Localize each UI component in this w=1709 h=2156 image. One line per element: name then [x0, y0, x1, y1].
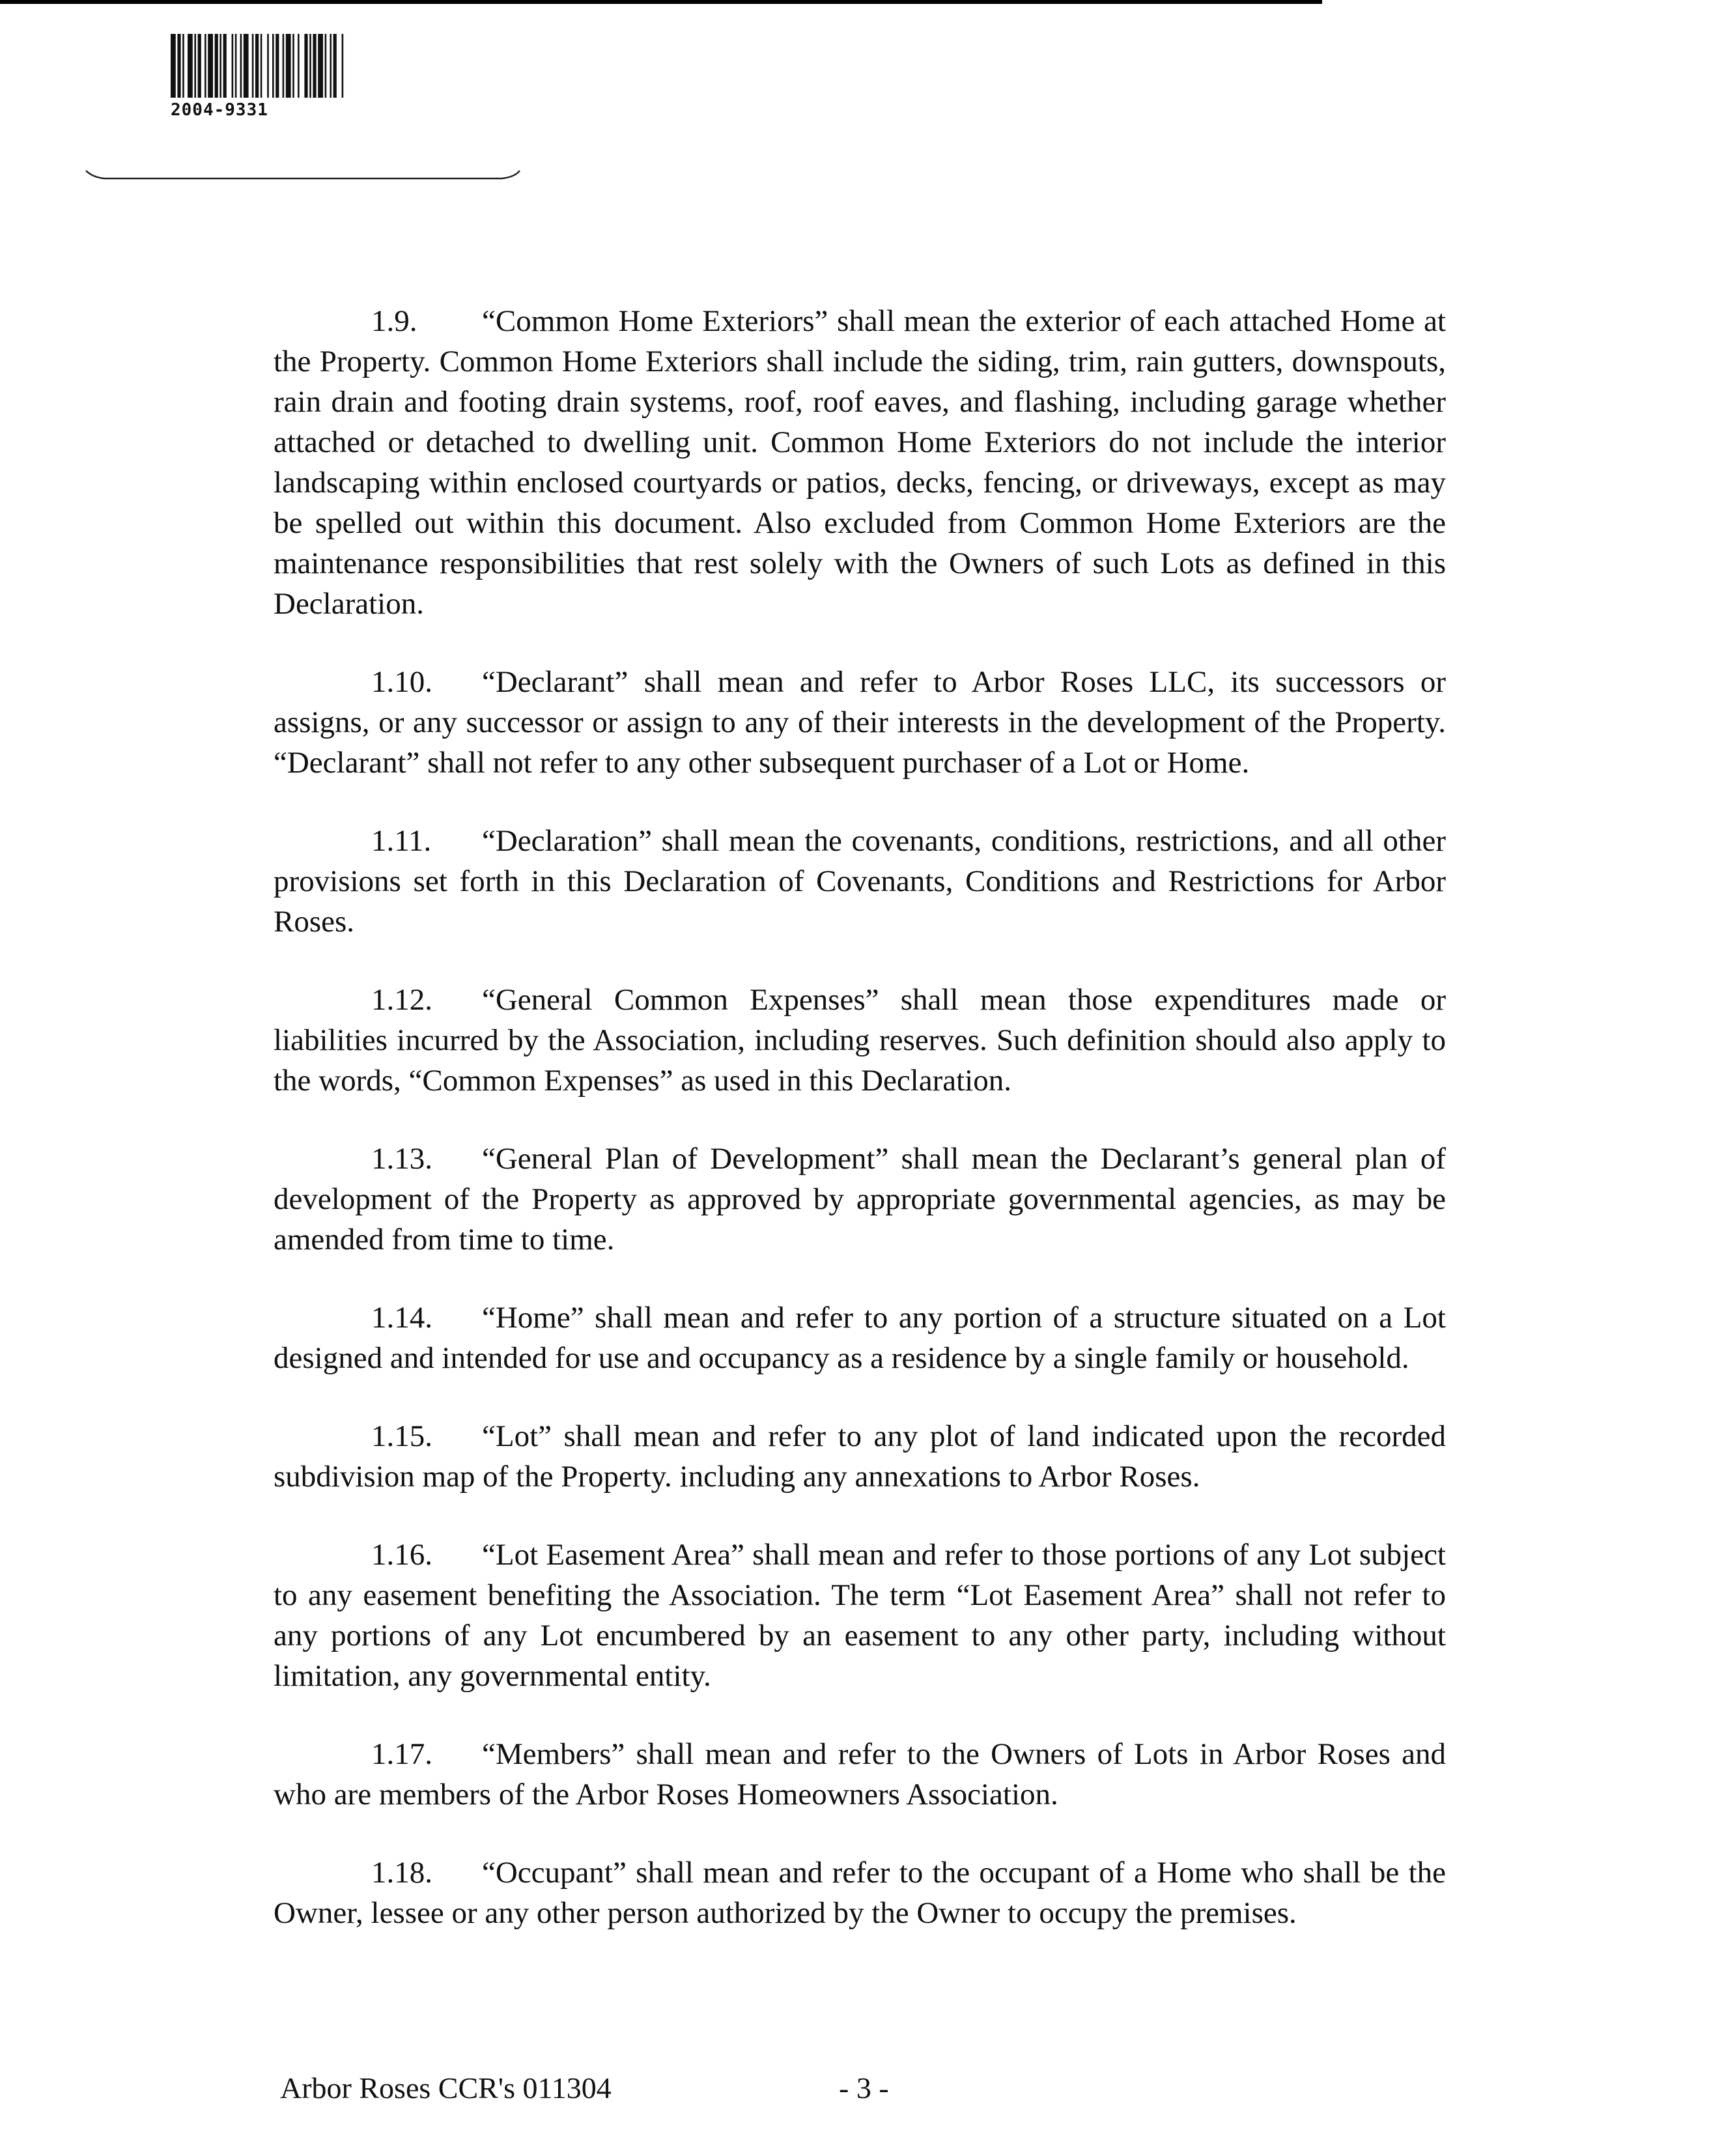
section-number: 1.12.	[371, 983, 432, 1017]
section-1-13	[274, 1139, 1446, 1260]
section-number: 1.11.	[371, 824, 432, 858]
section-1-12	[274, 980, 1446, 1101]
section-number: 1.13.	[371, 1142, 432, 1176]
section-text: “General Common Expenses” shall mean those expenditures made or liabilities incurred by the Association, including reserves. Such definition should also apply to the words, “Common Expenses” as used in this Declaration.	[274, 983, 1446, 1098]
recording-barcode-block	[171, 34, 470, 120]
section-1-14	[274, 1298, 1446, 1378]
section-text: “Common Home Exteriors” shall mean the exterior of each attached Home at the Property. Common Home Exteriors shall include the siding, trim, rain gutters, downspouts, rain drain and footing drain systems, roof, roof eaves, and flashing, including garage whether attached or detached to dwelling unit. Common Home Exteriors do not include the interior landscaping within enclosed courtyards or patios, decks, fencing, or driveways, except as may be spelled out within this document. Also excluded from Common Home Exteriors are the maintenance responsibilities that rest solely with the Owners of such Lots as defined in this Declaration.	[274, 304, 1446, 621]
section-text: “Occupant” shall mean and refer to the occupant of a Home who shall be the Owner, lessee or any other person authorized by the Owner to occupy the premises.	[274, 1856, 1446, 1930]
section-number: 1.18.	[371, 1856, 432, 1890]
section-text: “Declarant” shall mean and refer to Arbor Roses LLC, its successors or assigns, or any successor or assign to any of their interests in the development of the Property. “Declarant” shall not refer to any other subsequent purchaser of a Lot or Home.	[274, 665, 1446, 780]
section-number: 1.10.	[371, 665, 432, 699]
section-1-15	[274, 1416, 1446, 1497]
recording-stamp-line	[85, 168, 521, 184]
section-number: 1.9.	[371, 304, 417, 338]
section-text: “Declaration” shall mean the covenants, conditions, restrictions, and all other provisions set forth in this Declaration of Covenants, Conditions and Restrictions for Arbor Roses.	[274, 824, 1446, 939]
section-1-18	[274, 1852, 1446, 1933]
definitions-body	[274, 301, 1446, 1971]
section-text: “General Plan of Development” shall mean the Declarant’s general plan of development of the Property as approved by appropriate governmental agencies, as may be amended from time to time.	[274, 1142, 1446, 1256]
section-1-16	[274, 1535, 1446, 1696]
footer-page-number: - 3 -	[839, 2071, 889, 2105]
barcode-icon	[171, 34, 462, 98]
section-1-17	[274, 1734, 1446, 1815]
scan-top-edge	[0, 0, 1322, 4]
section-text: “Members” shall mean and refer to the Owners of Lots in Arbor Roses and who are members of the Arbor Roses Homeowners Association.	[274, 1737, 1446, 1811]
section-text: “Lot Easement Area” shall mean and refer to those portions of any Lot subject to any easement benefiting the Association. The term “Lot Easement Area” shall not refer to any portions of any Lot encumbered by an easement to any other party, including without limitation, any governmental entity.	[274, 1538, 1446, 1693]
section-number: 1.15.	[371, 1419, 432, 1453]
section-number: 1.16.	[371, 1538, 432, 1572]
document-number: 2004-9331	[171, 100, 268, 120]
section-1-10	[274, 662, 1446, 783]
section-text: “Lot” shall mean and refer to any plot of land indicated upon the recorded subdivision map of the Property. including any annexations to Arbor Roses.	[274, 1419, 1446, 1494]
section-number: 1.17.	[371, 1737, 432, 1771]
footer-document-id: Arbor Roses CCR's 011304	[280, 2071, 612, 2105]
section-text: “Home” shall mean and refer to any portion of a structure situated on a Lot designed and intended for use and occupancy as a residence by a single family or household.	[274, 1301, 1446, 1375]
section-1-11	[274, 821, 1446, 942]
section-1-9	[274, 301, 1446, 624]
section-number: 1.14.	[371, 1301, 432, 1335]
